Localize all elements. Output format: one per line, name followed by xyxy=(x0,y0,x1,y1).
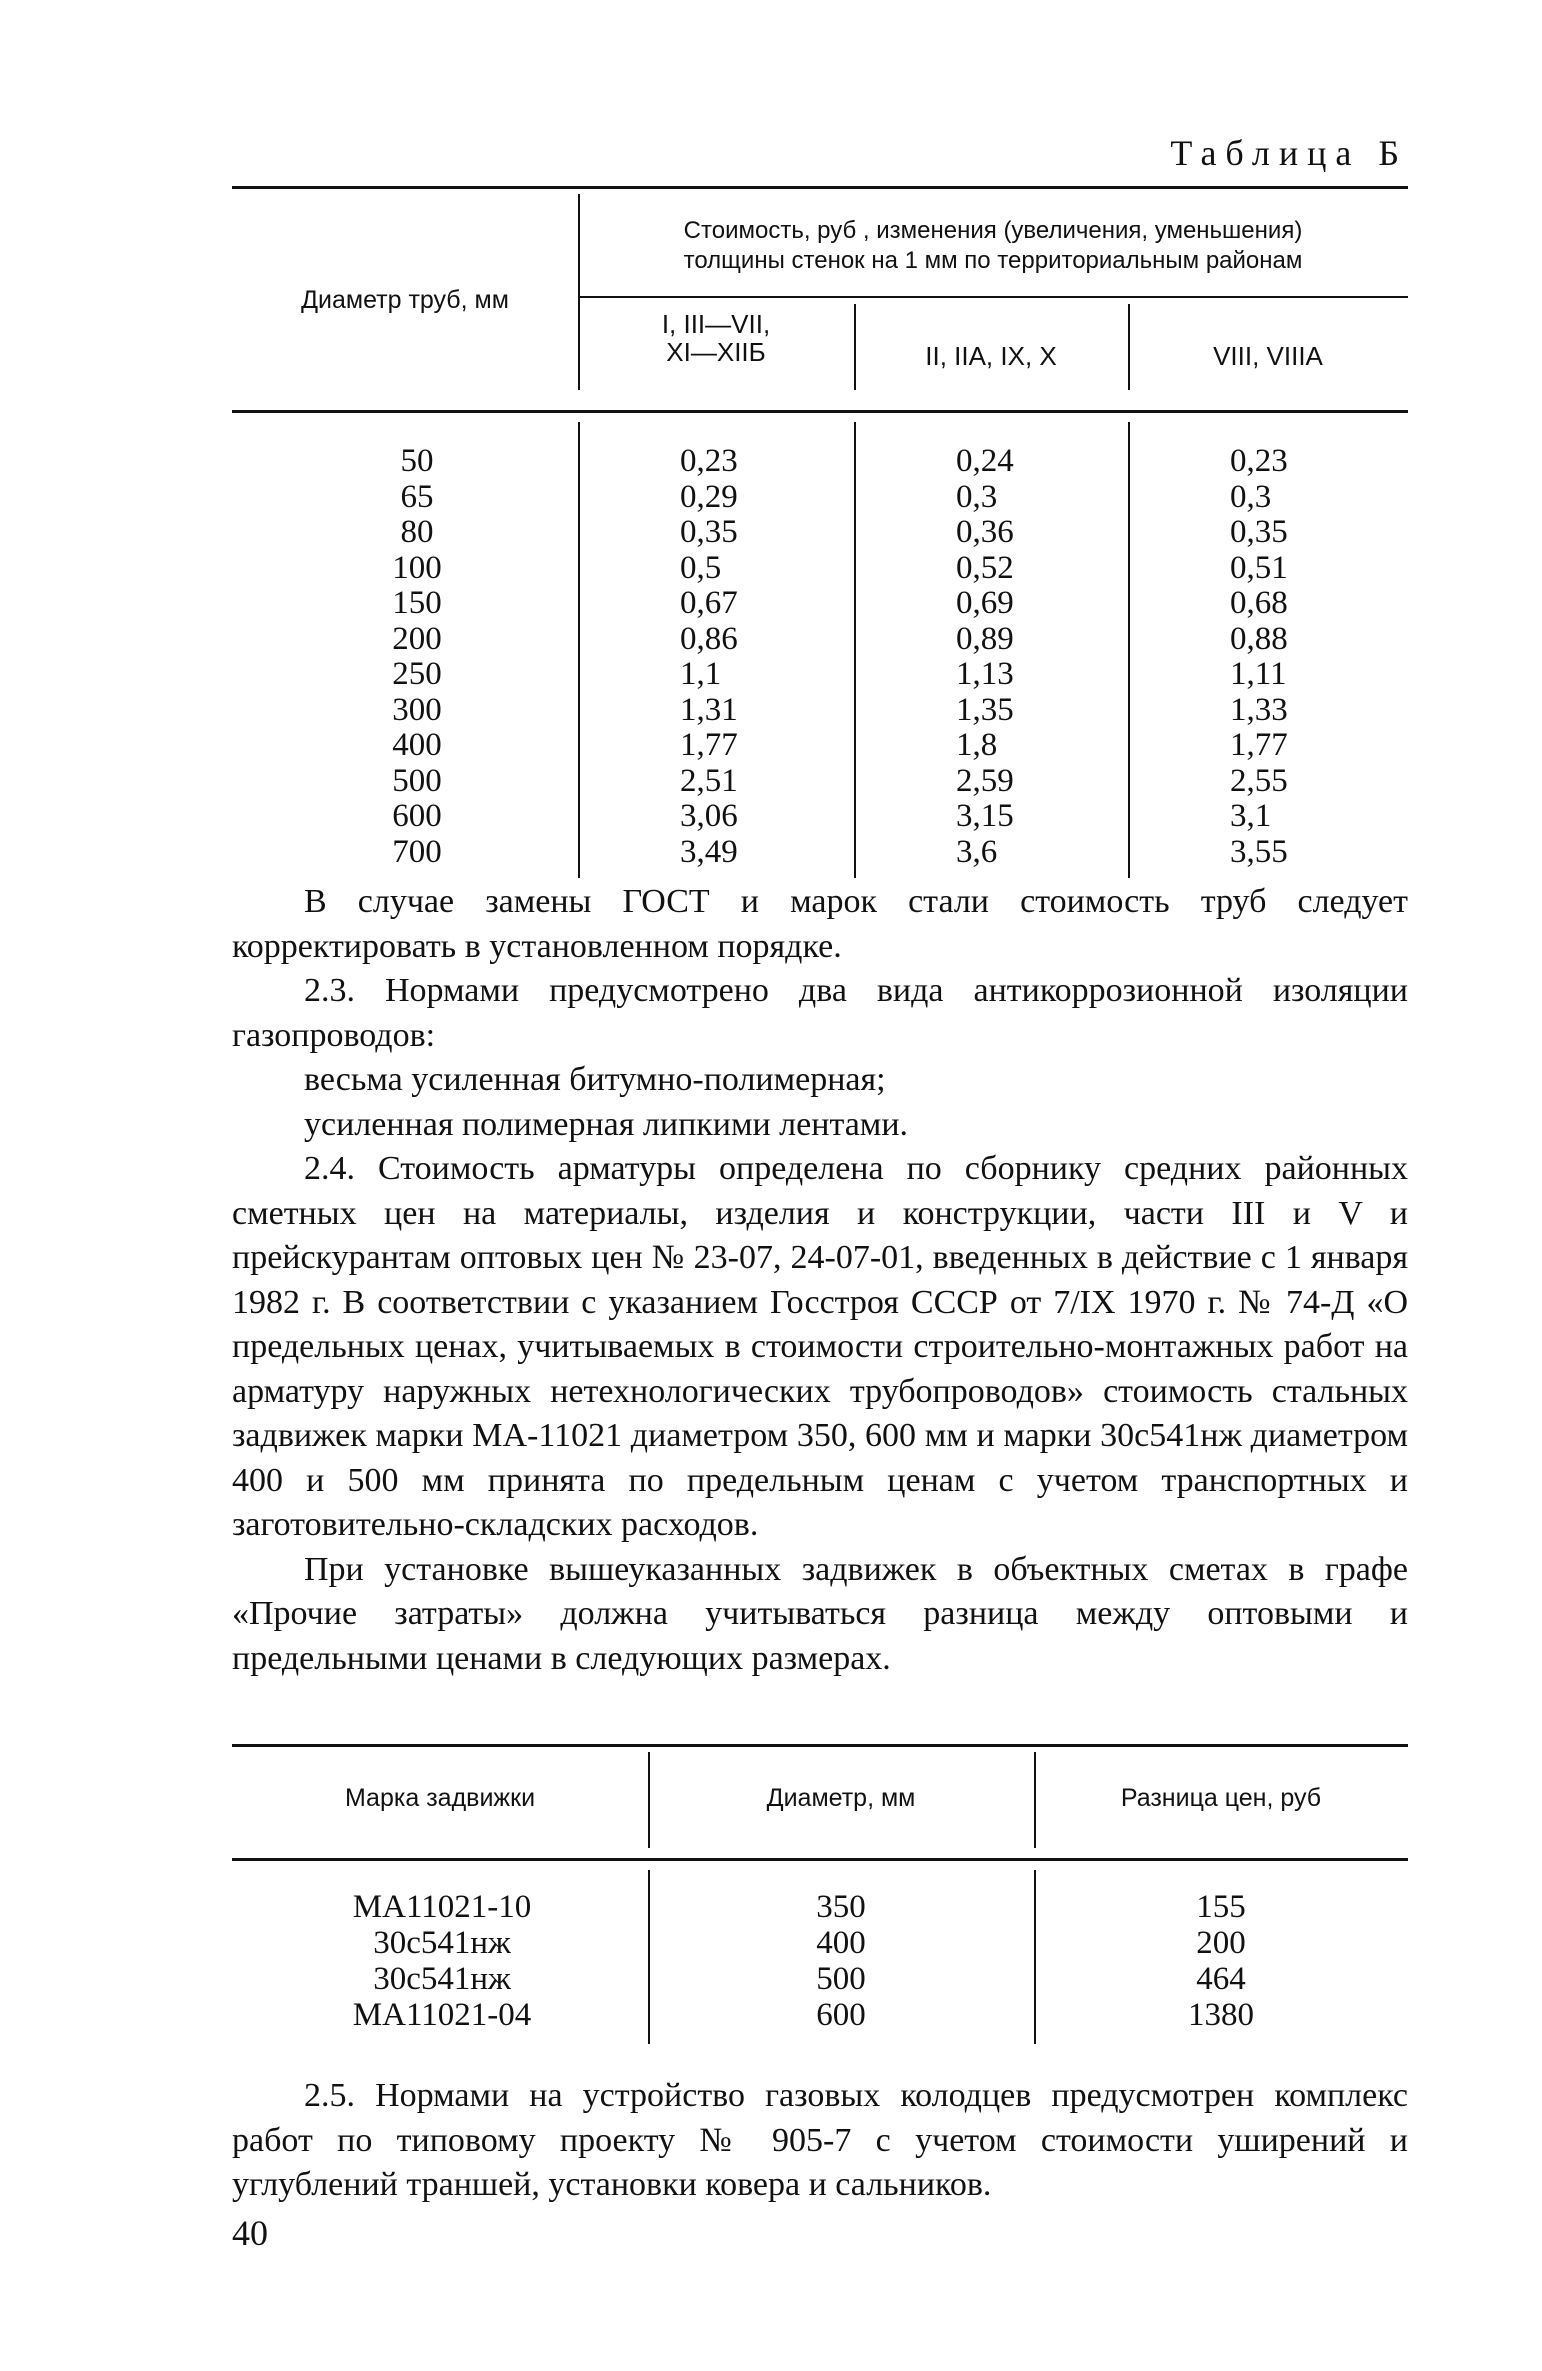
table-b-header-diameter: Диаметр труб, мм xyxy=(301,286,509,314)
valves-table-header-rule xyxy=(232,1858,1408,1861)
list-item: усиленная полимерная липкими лентами. xyxy=(304,1105,909,1143)
table-cell: 1,77 xyxy=(680,727,738,763)
table-cell: 0,29 xyxy=(680,478,738,515)
paragraph-2-4: 2.4. Стоимость арматуры определена по сборнику средних районных сметных цен на материалы, изделия и конструкции, части III и V и прейскурантам оптовых цен № 23-07, 24-07-01, введенных в действие с 1 января 1982 г. В соответствии с указанием Госстроя СССР от 7/IX 1970 г. № 74-Д «О предельных ценах, учитываемых в стоимости строительно-монтажных работ на арматуру наружных нетехнологических трубопроводов» стоимость стальных задвижек марки МА-11021 диаметром 350, 600 мм и марки 30с541нж диаметром 400 и 500 мм принята по предельным ценам с учетом транспортных и заготовительно-складских расходов. xyxy=(232,1150,1408,1543)
header-cost-line: Стоимость, руб , изменения (увеличения, уменьшения) xyxy=(683,217,1303,244)
valves-header-brand: Марка задвижки xyxy=(344,1784,536,1812)
table-cell: 3,49 xyxy=(680,833,738,870)
table-cell: 0,51 xyxy=(1230,549,1288,586)
table-cell: 0,67 xyxy=(680,585,738,621)
table-b-header-bottom-rule xyxy=(232,410,1408,413)
paragraph-2-5: 2.5. Нормами на устройство газовых колодцев предусмотрен комплекс работ по типовому проекту № 905-7 с учетом стоимости уширений и углублений траншей, установки ковера и сальников. xyxy=(232,2077,1408,2203)
table-cell: 3,06 xyxy=(680,798,738,834)
table-cell: 155 xyxy=(1196,1889,1246,1925)
table-cell: МА11021-10 xyxy=(352,1889,532,1925)
table-b-region-1-column xyxy=(680,444,738,870)
header-region-line: I, III—VII, xyxy=(661,309,771,339)
table-cell: 1,13 xyxy=(956,656,1014,692)
table-cell: 400 xyxy=(816,1925,866,1961)
table-cell: 65 xyxy=(400,478,434,515)
table-cell: 50 xyxy=(400,443,434,479)
table-b-body-vline xyxy=(854,422,856,878)
table-cell: 80 xyxy=(400,514,434,550)
table-cell: 1,8 xyxy=(956,727,998,763)
table-cell: 500 xyxy=(816,1961,866,1997)
paragraph-install: При установке вышеуказанных задвижек в объектных сметах в графе «Прочие затраты» должна учитываться разница между оптовыми и предельными ценами в следующих размерах. xyxy=(232,1550,1408,1677)
table-cell: 3,6 xyxy=(956,833,998,870)
table-b-body-vline xyxy=(1128,422,1130,878)
table-cell: 1,77 xyxy=(1230,727,1288,763)
table-cell: 300 xyxy=(392,691,442,728)
table-cell: 0,3 xyxy=(956,478,998,515)
table-cell: 200 xyxy=(1196,1925,1246,1961)
valves-table-top-rule xyxy=(232,1744,1408,1747)
list-item: весьма усиленная битумно-полимерная; xyxy=(304,1061,886,1098)
table-b-body-vline xyxy=(578,422,580,878)
valves-header-diff: Разница цен, руб xyxy=(1120,1784,1322,1812)
table-cell: 3,1 xyxy=(1230,798,1272,834)
table-cell: 1,33 xyxy=(1230,691,1288,728)
table-cell: 0,23 xyxy=(680,443,738,479)
valves-diff-column xyxy=(1034,1889,1408,2033)
table-cell: 0,86 xyxy=(680,620,738,657)
table-cell: 600 xyxy=(816,1997,866,2033)
table-cell: 0,69 xyxy=(956,585,1014,621)
table-cell: 350 xyxy=(816,1889,866,1925)
table-cell: 0,5 xyxy=(680,549,722,586)
table-b-header-region-2: II, IIA, IX, X xyxy=(925,341,1057,371)
table-b-header-region-1 xyxy=(578,310,854,366)
table-cell: 400 xyxy=(392,727,442,763)
table-cell: 700 xyxy=(392,833,442,870)
table-cell: 0,24 xyxy=(956,443,1014,479)
paragraph-2-3: 2.3. Нормами предусмотрено два вида антикоррозионной изоляции газопроводов: xyxy=(232,972,1408,1054)
table-cell: 500 xyxy=(392,762,442,799)
table-cell: 2,51 xyxy=(680,762,738,799)
table-cell: 30с541нж xyxy=(373,1961,511,1997)
table-cell: 0,88 xyxy=(1230,620,1288,657)
table-cell: 0,68 xyxy=(1230,585,1288,621)
table-cell: 3,15 xyxy=(956,798,1014,834)
page-number: 40 xyxy=(232,2213,268,2253)
table-cell: 0,35 xyxy=(1230,514,1288,550)
table-b-header-divider xyxy=(578,296,1408,298)
table-cell: 200 xyxy=(392,620,442,657)
table-b-label: Таблица Б xyxy=(1170,133,1408,173)
text-block-2 xyxy=(232,2074,1408,2208)
table-cell: 1,1 xyxy=(680,656,722,692)
table-cell: 0,23 xyxy=(1230,443,1288,479)
table-cell: 150 xyxy=(392,585,442,621)
table-b-header-cost xyxy=(578,216,1408,276)
valves-brand-column xyxy=(292,1889,592,2033)
valves-diameter-column xyxy=(648,1889,1034,2033)
table-cell: 1,35 xyxy=(956,691,1014,728)
header-region-line: XI—XIIБ xyxy=(666,337,766,367)
table-cell: 100 xyxy=(392,549,442,586)
table-cell: 464 xyxy=(1196,1961,1246,1997)
header-cost-line: толщины стенок на 1 мм по территориальным районам xyxy=(683,247,1303,274)
table-b-region-3-column xyxy=(1230,444,1288,870)
table-cell: 0,36 xyxy=(956,514,1014,550)
table-cell: 250 xyxy=(392,656,442,692)
valves-header-diameter: Диаметр, мм xyxy=(766,1784,916,1812)
table-cell: 2,55 xyxy=(1230,762,1288,799)
table-cell: 3,55 xyxy=(1230,833,1288,870)
table-cell: 600 xyxy=(392,798,442,834)
table-cell: 0,35 xyxy=(680,514,738,550)
table-cell: 0,3 xyxy=(1230,478,1272,515)
table-cell: 30с541нж xyxy=(373,1925,511,1961)
table-b-diameter-column xyxy=(372,444,462,870)
table-cell: 2,59 xyxy=(956,762,1014,799)
table-b-header-region-3: VIII, VIIIA xyxy=(1213,341,1323,371)
text-block-1 xyxy=(232,880,1408,1681)
table-cell: 1380 xyxy=(1188,1997,1254,2033)
table-b-top-rule xyxy=(232,186,1408,189)
table-cell: 0,89 xyxy=(956,620,1014,657)
table-cell: 0,52 xyxy=(956,549,1014,586)
paragraph-gost: В случае замены ГОСТ и марок стали стоимость труб следует корректировать в установленном порядке. xyxy=(232,883,1408,965)
table-cell: 1,31 xyxy=(680,691,738,728)
table-cell: 1,11 xyxy=(1230,656,1287,692)
table-cell: МА11021-04 xyxy=(352,1997,532,2033)
table-b-region-2-column xyxy=(956,444,1014,870)
